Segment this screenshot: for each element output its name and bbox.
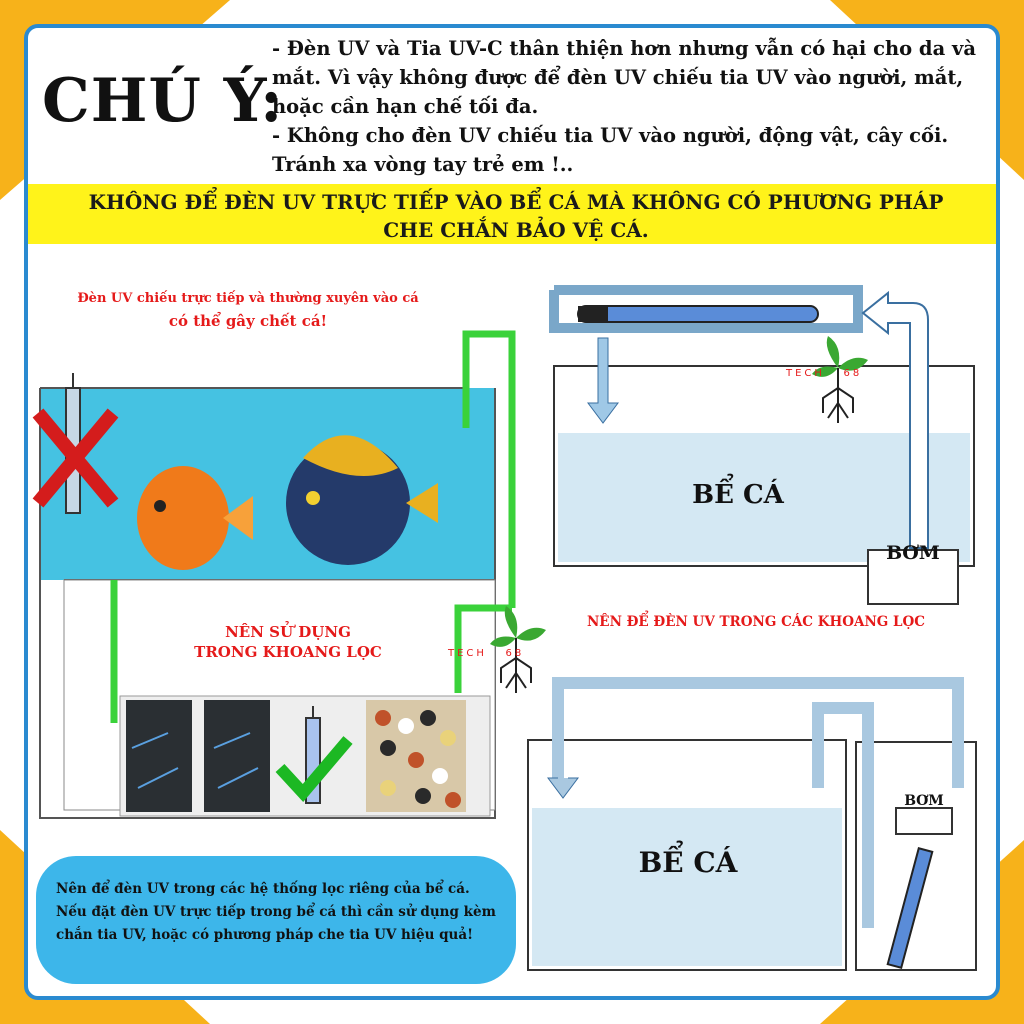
banner-line: CHE CHẮN BẢO VỆ CÁ. bbox=[383, 218, 649, 242]
note-line: - Đèn UV và Tia UV-C thân thiện hơn nhưng vẫn có hại cho da và mắt. Vì vậy không được để đèn UV chiếu tia UV vào người, mắt, hoặc cần hạn chế tối đa. bbox=[272, 37, 976, 118]
left-aquarium-illustration bbox=[28, 248, 548, 848]
sponge-filter-2 bbox=[204, 700, 270, 812]
sponge-filter-1 bbox=[126, 700, 192, 812]
note-line: - Không cho đèn UV chiếu tia UV vào người, động vật, cây cối. Tránh xa vòng tay trẻ em !.. bbox=[272, 124, 949, 176]
advice-bubble bbox=[36, 856, 516, 984]
tank-label-bottom: BỂ CÁ bbox=[638, 846, 738, 879]
tank-label-top: BỂ CÁ bbox=[692, 480, 784, 510]
page-title: CHÚ Ý: bbox=[42, 66, 284, 136]
filter-recommendation bbox=[178, 622, 398, 662]
direct-uv-warning bbox=[68, 288, 428, 332]
warning-line: Đèn UV chiếu trực tiếp và thường xuyên vào cá bbox=[77, 291, 419, 306]
logo-text-left: TECH bbox=[786, 368, 825, 379]
bubble-line: Nếu đặt đèn UV trực tiếp trong bể cá thì cần sử dụng kèm bbox=[56, 904, 496, 920]
warning-notes bbox=[272, 34, 992, 179]
logo-text bbox=[448, 648, 524, 659]
logo-text-right: 68 bbox=[505, 648, 525, 659]
banner-line: KHÔNG ĐỂ ĐÈN UV TRỰC TIẾP VÀO BỂ CÁ MÀ KHÔNG CÓ PHƯƠNG PHÁP bbox=[88, 190, 944, 214]
warning-banner bbox=[28, 184, 1000, 244]
uv-lamp-top bbox=[578, 306, 818, 322]
content-frame bbox=[24, 24, 1000, 1000]
bottom-tank-illustration bbox=[518, 668, 998, 998]
logo-text bbox=[786, 368, 862, 379]
pump-label-top: BƠM bbox=[886, 542, 940, 564]
recommend-line: NÊN SỬ DỤNG bbox=[225, 623, 351, 641]
ceramic-rings-media bbox=[366, 700, 466, 812]
logo-text-left: TECH bbox=[448, 648, 487, 659]
filter-caption: NÊN ĐỂ ĐÈN UV TRONG CÁC KHOANG LỌC bbox=[586, 614, 926, 630]
pump-label-bottom: BƠM bbox=[904, 793, 944, 809]
logo-text-right: 68 bbox=[843, 368, 863, 379]
bubble-line: chắn tia UV, hoặc có phương pháp che tia UV hiệu quả! bbox=[56, 927, 474, 943]
top-tank-illustration bbox=[518, 258, 998, 618]
tank-water bbox=[532, 808, 842, 966]
recommend-line: TRONG KHOANG LỌC bbox=[194, 643, 382, 661]
warning-line: có thể gây chết cá! bbox=[168, 312, 328, 330]
bubble-line: Nên để đèn UV trong các hệ thống lọc riêng của bể cá. bbox=[56, 881, 470, 897]
